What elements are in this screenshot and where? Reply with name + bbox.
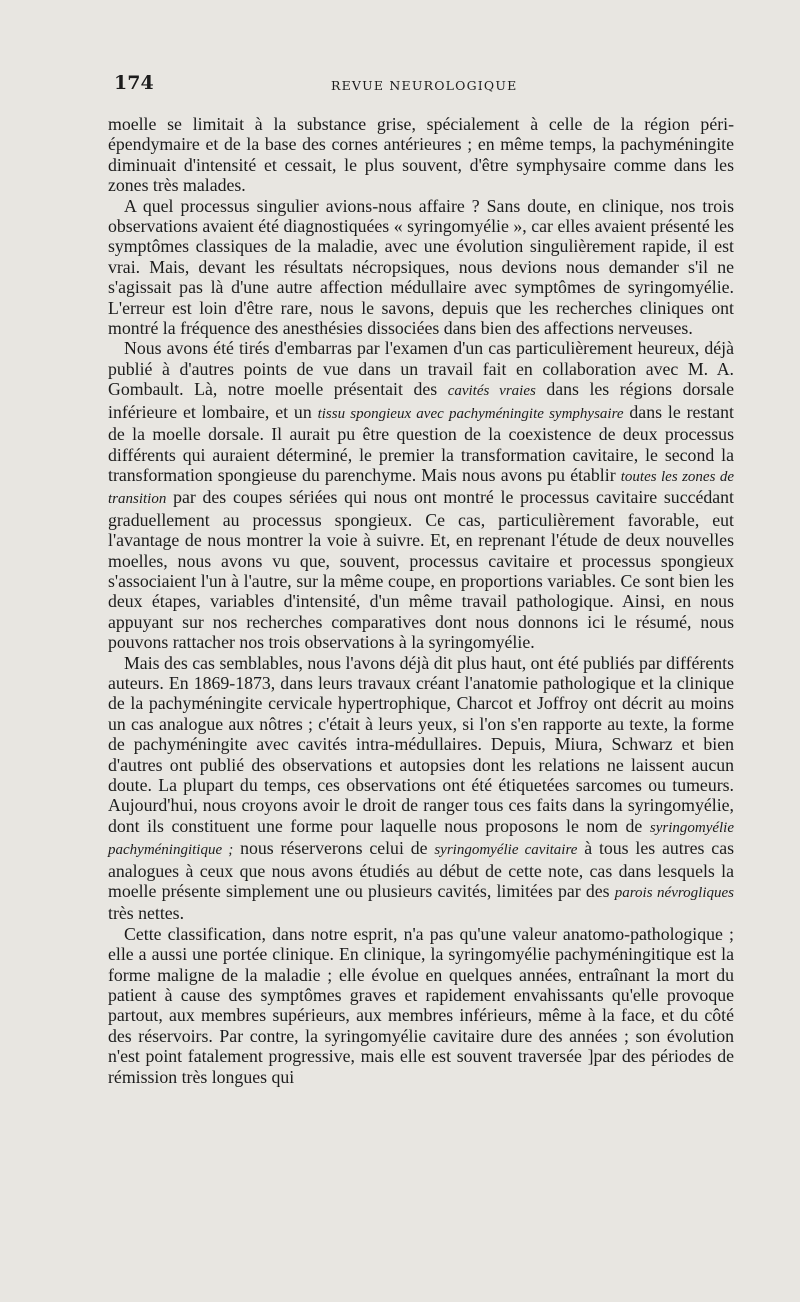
paragraph-1 <box>108 114 734 196</box>
page-number: 174 <box>114 72 154 94</box>
paragraph-3 <box>108 338 734 652</box>
text-segment: par des coupes sériées qui nous ont montré le processus cavitaire succédant graduellement au processus spongieux. Ce cas, particulièrement favorable, eut l'avantage de nous montrer la voie à suivre. Et, en reprenant l'étude de deux nouvelles moelles, nous avons vu que, souvent, processus cavitaire et processus spongieux s'associaient l'un à l'autre, sur la même coupe, en proportions variables. Ce sont bien les deux étapes, variables d'intensité, d'un même travail pathologique. Ainsi, en nous appuyant sur nos recherches comparatives dont nous donnons ici le résumé, nous pouvons rattacher nos trois observations à la syringomyélie. <box>108 487 734 653</box>
italic-term: tissu spongieux avec pachyméningite symphysaire <box>317 405 624 422</box>
text-segment: Nous avons été tirés d'embarras par l'examen d'un cas particulièrement heureux, déjà publié à d'autres points de vue dans un travail fait en collaboration avec M. A. Gombault. Là, notre moelle présentait des <box>108 338 734 400</box>
italic-term: cavités vraies <box>447 383 536 400</box>
text-segment: dans les régions dorsale inférieure et lombaire, et un <box>108 379 734 422</box>
text-segment: dans le restant de la moelle dorsale. Il aurait pu être question de la coexistence de deux processus différents qui auraient déterminé, le premier la transformation cavitaire, le second la transformation spongieuse du parenchyme. Mais nous avons pu établir <box>108 401 734 485</box>
body-text <box>108 114 734 1087</box>
text-segment: A quel processus singulier avions-nous affaire ? Sans doute, en clinique, nos trois observations avaient été diagnostiquées « syringomyélie », car elles avaient présenté les symptômes classiques de la maladie, avec une évolution singulièrement rapide, il est vrai. Mais, devant les résultats nécropsiques, nous devions nous demander s'il ne s'agissait pas là d'une autre affection médullaire avec symptômes de syringomyélie. L'erreur est loin d'être rare, nous le savons, depuis que les recherches cliniques ont montré la fréquence des anesthésies dissociées dans bien des affections nerveuses. <box>108 195 734 339</box>
italic-term: toutes les zones de transition <box>108 468 735 508</box>
paragraph-4 <box>108 653 734 924</box>
text-segment: très nettes. <box>108 903 185 924</box>
italic-term: syringomyélie cavitaire <box>434 842 578 859</box>
page-header <box>114 72 734 96</box>
paragraph-2 <box>108 196 734 339</box>
text-segment: Mais des cas semblables, nous l'avons déjà dit plus haut, ont été publiés par différents auteurs. En 1869-1873, dans leurs travaux créant l'anatomie pathologique et la clinique de la pachyméningite cervicale hypertrophique, Charcot et Joffroy ont décrit au moins un cas analogue aux nôtres ; c'était à leurs yeux, si l'on s'en rapporte au texte, la forme de pachyméningite avec cavités intra-médullaires. Depuis, Miura, Schwarz et bien d'autres ont publié des observations et autopsies dont les relations ne laissent aucun doute. La plupart du temps, ces observations ont été étiquetées sarcomes ou tumeurs. Aujourd'hui, nous croyons avoir le droit de ranger tous ces faits dans la syringomyélie, dont ils constituent une forme pour laquelle nous proposons le nom de <box>108 652 734 836</box>
italic-term: parois névrogliques <box>614 885 734 902</box>
text-segment: nous réserverons celui de <box>233 838 435 859</box>
running-head: REVUE NEUROLOGIQUE <box>331 78 518 93</box>
paragraph-5 <box>108 924 734 1087</box>
text-segment: moelle se limitait à la substance grise, spécialement à celle de la région péri-épendymaire et de la base des cornes antérieures ; en même temps, la pachyméningite diminuait d'intensité et cessait, le plus souvent, d'être symphysaire comme dans les zones très malades. <box>108 114 734 196</box>
italic-term: syringomyélie pachyméningitique ; <box>108 819 734 859</box>
text-segment: Cette classification, dans notre esprit, n'a pas qu'une valeur anatomo-pathologique ; elle a aussi une portée clinique. En clinique, la syringomyélie pachyméningitique est la forme maligne de la maladie ; elle évolue en quelques années, entraînant la mort du patient à cause des symptômes graves et rapidement envahissants qu'elle provoque partout, aux membres supérieurs, aux membres inférieurs, même à la face, et du côté des réservoirs. Par contre, la syringomyélie cavitaire dure des années ; son évolution n'est point fatalement progressive, mais elle est souvent traversée ]par des périodes de rémission très longues qui <box>108 923 734 1087</box>
text-segment: à tous les autres cas analogues à ceux que nous avons étudiés au début de cette note, cas dans lesquels la moelle présente simplement une ou plusieurs cavités, limitées par des <box>108 838 735 902</box>
